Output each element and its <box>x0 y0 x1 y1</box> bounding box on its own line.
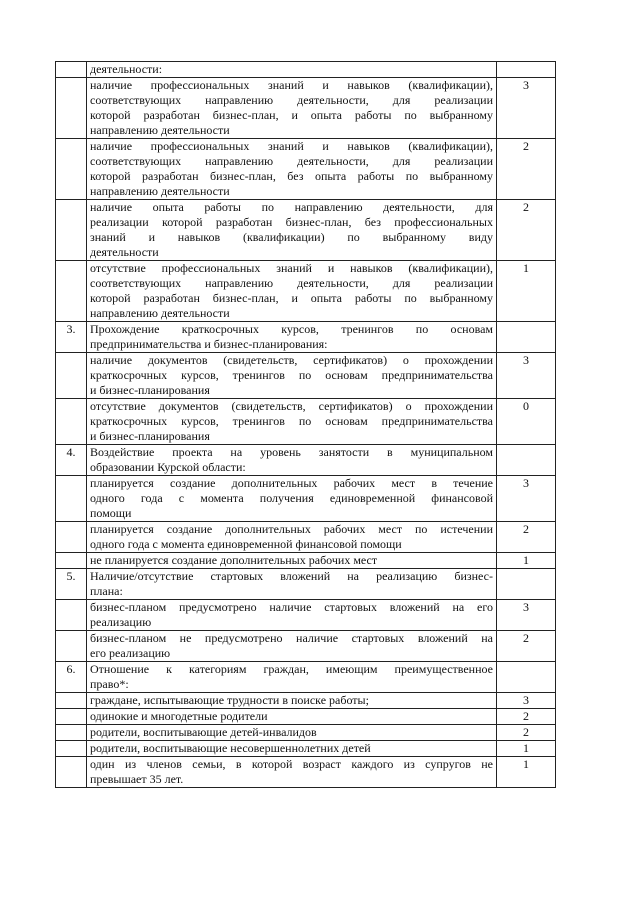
criterion-text-line: бизнес-планом предусмотрено наличие стартовых вложений на его <box>90 600 493 614</box>
table-row <box>56 445 556 476</box>
row-number <box>56 62 87 78</box>
criterion-text <box>87 445 497 476</box>
criterion-text-line: один из членов семьи, в которой возраст каждого из супругов не <box>90 757 493 771</box>
row-number <box>56 741 87 757</box>
score-cell <box>497 322 556 353</box>
criterion-text-line: наличие профессиональных знаний и навыков (квалификации), <box>90 139 493 153</box>
score-cell: 1 <box>497 757 556 788</box>
score-cell: 2 <box>497 200 556 261</box>
score-cell: 3 <box>497 693 556 709</box>
criterion-text <box>87 631 497 662</box>
criterion-text-line: деятельности <box>90 245 159 259</box>
criterion-text-line: родители, воспитывающие несовершеннолетних детей <box>90 741 371 755</box>
row-number <box>56 725 87 741</box>
criterion-text-line: знаний и навыков (квалификации) по выбранному виду <box>90 230 493 244</box>
criterion-text-line: направлению деятельности <box>90 184 230 198</box>
row-number <box>56 200 87 261</box>
table-row <box>56 741 556 757</box>
table-row <box>56 476 556 522</box>
table-row <box>56 631 556 662</box>
criterion-text <box>87 200 497 261</box>
criteria-table <box>55 61 556 788</box>
criterion-text <box>87 139 497 200</box>
criterion-text <box>87 757 497 788</box>
table-row <box>56 322 556 353</box>
table-row <box>56 261 556 322</box>
criterion-text-line: граждане, испытывающие трудности в поиске работы; <box>90 693 369 707</box>
criterion-text-line: плана: <box>90 584 123 598</box>
table-row <box>56 600 556 631</box>
criterion-text-line: одного года с момента получения единовременной финансовой <box>90 491 493 505</box>
table-row <box>56 693 556 709</box>
criterion-text-line: отсутствие документов (свидетельств, сертификатов) о прохождении <box>90 399 493 413</box>
criterion-text-line: Отношение к категориям граждан, имеющим преимущественное <box>90 662 493 676</box>
criterion-text <box>87 322 497 353</box>
criterion-text-line: планируется создание дополнительных рабочих мест в течение <box>90 476 493 490</box>
criterion-text <box>87 600 497 631</box>
row-number <box>56 600 87 631</box>
score-cell: 3 <box>497 353 556 399</box>
score-cell: 1 <box>497 553 556 569</box>
score-cell <box>497 569 556 600</box>
criterion-text-line: деятельности: <box>90 62 163 76</box>
criterion-text <box>87 709 497 725</box>
criterion-text-line: образовании Курской области: <box>90 460 246 474</box>
score-cell: 3 <box>497 600 556 631</box>
score-cell: 1 <box>497 741 556 757</box>
criterion-text-line: право*: <box>90 677 129 691</box>
criterion-text-line: отсутствие профессиональных знаний и навыков (квалификации), <box>90 261 493 275</box>
criterion-text-line: и бизнес-планирования <box>90 383 210 397</box>
criterion-text-line: планируется создание дополнительных рабочих мест по истечении <box>90 522 493 536</box>
criteria-table-body <box>56 62 556 788</box>
criterion-text-line: не планируется создание дополнительных рабочих мест <box>90 553 378 567</box>
criterion-text <box>87 261 497 322</box>
criterion-text-line: направлению деятельности <box>90 123 230 137</box>
table-row <box>56 725 556 741</box>
score-cell: 2 <box>497 522 556 553</box>
criterion-text-line: наличие профессиональных знаний и навыков (квалификации), <box>90 78 493 92</box>
criterion-text <box>87 569 497 600</box>
criterion-text-line: одинокие и многодетные родители <box>90 709 268 723</box>
criterion-text-line: родители, воспитывающие детей-инвалидов <box>90 725 317 739</box>
row-number <box>56 709 87 725</box>
table-row <box>56 62 556 78</box>
criterion-text-line: реализацию <box>90 615 152 629</box>
criterion-text-line: наличие документов (свидетельств, сертификатов) о прохождении <box>90 353 493 367</box>
criterion-text-line: соответствующих направлению деятельности, для реализации <box>90 276 493 290</box>
row-number: 3. <box>56 322 87 353</box>
criterion-text-line: соответствующих направлению деятельности, для реализации <box>90 154 493 168</box>
criterion-text-line: направлению деятельности <box>90 306 230 320</box>
criterion-text <box>87 725 497 741</box>
table-row <box>56 353 556 399</box>
score-cell: 0 <box>497 399 556 445</box>
criterion-text-line: предпринимательства и бизнес-планирования: <box>90 337 328 351</box>
criterion-text-line: реализации которой разработан бизнес-план, без профессиональных <box>90 215 493 229</box>
criterion-text-line: соответствующих направлению деятельности, для реализации <box>90 93 493 107</box>
row-number: 5. <box>56 569 87 600</box>
criterion-text <box>87 62 497 78</box>
row-number <box>56 476 87 522</box>
score-cell: 1 <box>497 261 556 322</box>
criterion-text <box>87 662 497 693</box>
table-row <box>56 553 556 569</box>
row-number <box>56 757 87 788</box>
criterion-text-line: помощи <box>90 506 132 520</box>
criterion-text <box>87 553 497 569</box>
criterion-text-line: Прохождение краткосрочных курсов, тренингов по основам <box>90 322 493 336</box>
criterion-text-line: Воздействие проекта на уровень занятости в муниципальном <box>90 445 493 459</box>
row-number <box>56 693 87 709</box>
criterion-text-line: бизнес-планом не предусмотрено наличие стартовых вложений на <box>90 631 493 645</box>
table-row <box>56 522 556 553</box>
score-cell <box>497 445 556 476</box>
table-row <box>56 139 556 200</box>
row-number <box>56 261 87 322</box>
score-cell: 3 <box>497 476 556 522</box>
criterion-text <box>87 693 497 709</box>
criterion-text <box>87 399 497 445</box>
criterion-text-line: и бизнес-планирования <box>90 429 210 443</box>
table-row <box>56 757 556 788</box>
criterion-text <box>87 522 497 553</box>
score-cell: 2 <box>497 139 556 200</box>
table-row <box>56 662 556 693</box>
table-row <box>56 709 556 725</box>
row-number <box>56 631 87 662</box>
score-cell <box>497 62 556 78</box>
criterion-text-line: краткосрочных курсов, тренингов по основам предпринимательства <box>90 414 493 428</box>
row-number <box>56 399 87 445</box>
criterion-text <box>87 741 497 757</box>
criterion-text-line: наличие опыта работы по направлению деятельности, для <box>90 200 493 214</box>
criterion-text-line: одного года с момента единовременной финансовой помощи <box>90 537 402 551</box>
criterion-text-line: которой разработан бизнес-план, без опыта работы по выбранному <box>90 169 493 183</box>
criterion-text-line: краткосрочных курсов, тренингов по основам предпринимательства <box>90 368 493 382</box>
score-cell: 2 <box>497 725 556 741</box>
row-number <box>56 78 87 139</box>
table-row <box>56 399 556 445</box>
criterion-text-line: Наличие/отсутствие стартовых вложений на реализацию бизнес- <box>90 569 493 583</box>
row-number <box>56 353 87 399</box>
criterion-text-line: которой разработан бизнес-план, и опыта работы по выбранному <box>90 291 493 305</box>
criterion-text <box>87 78 497 139</box>
row-number: 4. <box>56 445 87 476</box>
row-number <box>56 553 87 569</box>
score-cell: 2 <box>497 631 556 662</box>
criterion-text <box>87 476 497 522</box>
criterion-text <box>87 353 497 399</box>
score-cell <box>497 662 556 693</box>
score-cell: 3 <box>497 78 556 139</box>
row-number <box>56 139 87 200</box>
criterion-text-line: которой разработан бизнес-план, и опыта работы по выбранному <box>90 108 493 122</box>
criterion-text-line: превышает 35 лет. <box>90 772 184 786</box>
table-row <box>56 200 556 261</box>
criterion-text-line: его реализацию <box>90 646 171 660</box>
row-number: 6. <box>56 662 87 693</box>
score-cell: 2 <box>497 709 556 725</box>
row-number <box>56 522 87 553</box>
table-row <box>56 78 556 139</box>
table-row <box>56 569 556 600</box>
